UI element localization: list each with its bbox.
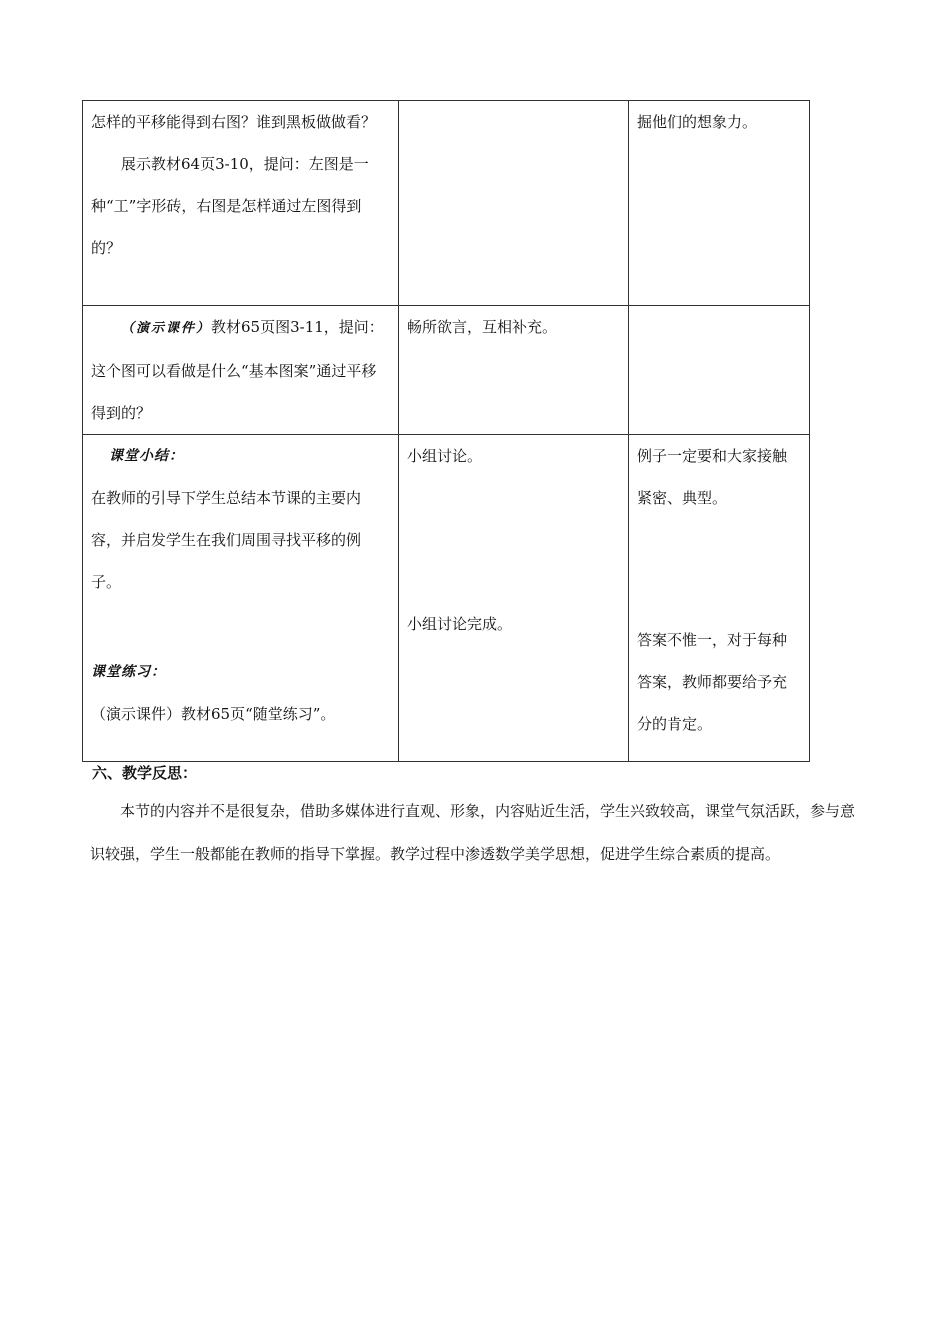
- section-body: 本节的内容并不是很复杂，借助多媒体进行直观、形象，内容贴近生活，学生兴致较高，课堂气氛活跃，参与意识较强，学生一般都能在教师的指导下掌握。教学过程中渗透数学美学思想，促进学生综合素质的提高。: [90, 802, 856, 863]
- lesson-table: [82, 100, 810, 762]
- practice-heading: 课堂练习：: [91, 664, 166, 680]
- table-cell: [83, 435, 399, 762]
- cell-text: 答案不惟一，对于每种答案，教师都要给予充分的肯定。: [637, 631, 788, 733]
- cell-text: 怎样的平移能得到右图？谁到黑板做做看？: [91, 113, 377, 131]
- summary-text: 在教师的引导下学生总结本节课的主要内容，并启发学生在我们周围寻找平移的例子。: [91, 489, 362, 591]
- table-cell: [629, 306, 810, 435]
- cell-text: [91, 306, 390, 434]
- section-title: 六、教学反思：: [92, 764, 198, 782]
- table-cell: [399, 435, 629, 762]
- table-cell: [399, 306, 629, 435]
- cell-text: 展示教材64页3-10，提问：左图是一种“工”字形砖，右图是怎样通过左图得到的？: [91, 155, 369, 257]
- table-cell: [399, 101, 629, 306]
- cell-text: 教材65页图3-11，提问：这个图可以看做是什么“基本图案”通过平移得到的？: [91, 318, 384, 422]
- cell-text: 小组讨论完成。: [407, 615, 513, 633]
- cell-text: 例子一定要和大家接触紧密、典型。: [637, 447, 788, 507]
- table-cell: [629, 435, 810, 762]
- table-cell: [629, 101, 810, 306]
- cell-text: 掘他们的想象力。: [637, 113, 758, 131]
- table-row: [83, 435, 810, 762]
- table-row: [83, 306, 810, 435]
- cell-text: 小组讨论。: [407, 447, 483, 465]
- table-row: [83, 101, 810, 306]
- table-cell: [83, 306, 399, 435]
- summary-heading: 课堂小结：: [109, 448, 184, 464]
- cell-text: 畅所欲言，互相补充。: [407, 318, 558, 336]
- practice-text: （演示课件）教材65页“随堂练习”。: [91, 705, 336, 723]
- table-cell: [83, 101, 399, 306]
- demo-label: （演示课件）: [121, 321, 212, 336]
